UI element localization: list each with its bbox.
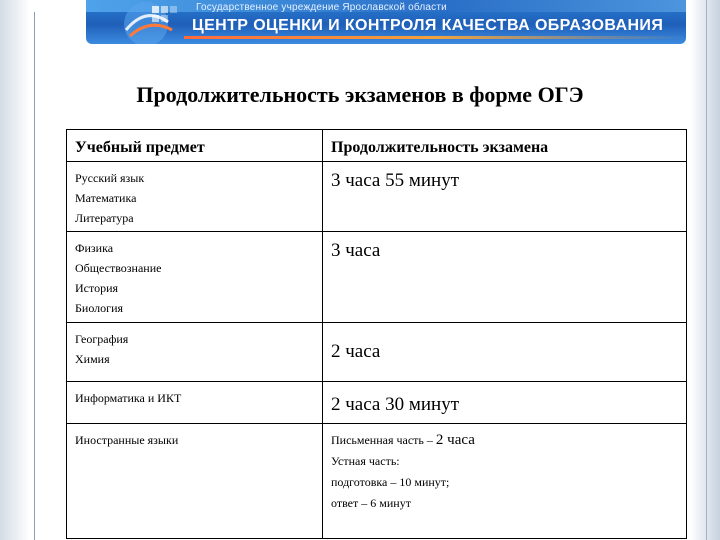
written-part-value: 2 часа	[435, 432, 475, 448]
duration-value: 2 часа	[331, 341, 381, 362]
header-banner	[86, 0, 686, 44]
header-duration-label: Продолжительность экзамена	[331, 139, 549, 156]
subject-name: Математика	[75, 191, 137, 205]
table-row	[67, 424, 687, 539]
subject-cell	[67, 162, 323, 232]
written-part-label: Письменная часть –	[331, 433, 433, 447]
subject-name: Информатика и ИКТ	[75, 391, 182, 405]
duration-value: 2 часа 30 минут	[331, 394, 459, 415]
duration-value: 3 часа 55 минут	[331, 170, 459, 191]
subject-name: Литература	[75, 211, 134, 225]
duration-cell	[323, 424, 687, 539]
subject-name: География	[75, 332, 129, 346]
oral-preparation: подготовка – 10 минут;	[331, 475, 450, 489]
duration-value: 3 часа	[331, 240, 381, 261]
header-duration	[323, 130, 687, 162]
subject-cell	[67, 323, 323, 382]
banner-subtitle: Государственное учреждение Ярославской области	[196, 2, 447, 13]
exam-duration-table	[66, 129, 687, 539]
page-title: Продолжительность экзаменов в форме ОГЭ	[136, 82, 584, 107]
subject-name: Биология	[75, 301, 124, 315]
subject-name: История	[75, 281, 119, 295]
subject-cell	[67, 232, 323, 323]
table-row	[67, 162, 687, 232]
subject-name: Русский язык	[75, 171, 145, 185]
subject-name: Иностранные языки	[75, 433, 179, 447]
duration-cell	[323, 323, 687, 382]
right-divider-line	[706, 0, 707, 540]
banner-swoosh	[184, 36, 686, 39]
subject-name: Химия	[75, 352, 110, 366]
subject-name: Физика	[75, 241, 114, 255]
banner-title: ЦЕНТР ОЦЕНКИ И КОНТРОЛЯ КАЧЕСТВА ОБРАЗОВАНИЯ	[192, 17, 664, 34]
subject-cell	[67, 424, 323, 539]
duration-cell	[323, 232, 687, 323]
duration-cell	[323, 162, 687, 232]
written-part	[331, 430, 678, 451]
subject-name: Обществознание	[75, 261, 162, 275]
header-subject	[67, 130, 323, 162]
table-row	[67, 382, 687, 424]
table-header-row	[67, 130, 687, 162]
header-subject-label: Учебный предмет	[75, 139, 205, 156]
oral-answer: ответ – 6 минут	[331, 496, 411, 510]
oral-part-label: Устная часть:	[331, 454, 400, 468]
duration-cell	[323, 382, 687, 424]
table-row	[67, 323, 687, 382]
subject-cell	[67, 382, 323, 424]
table-row	[67, 232, 687, 323]
